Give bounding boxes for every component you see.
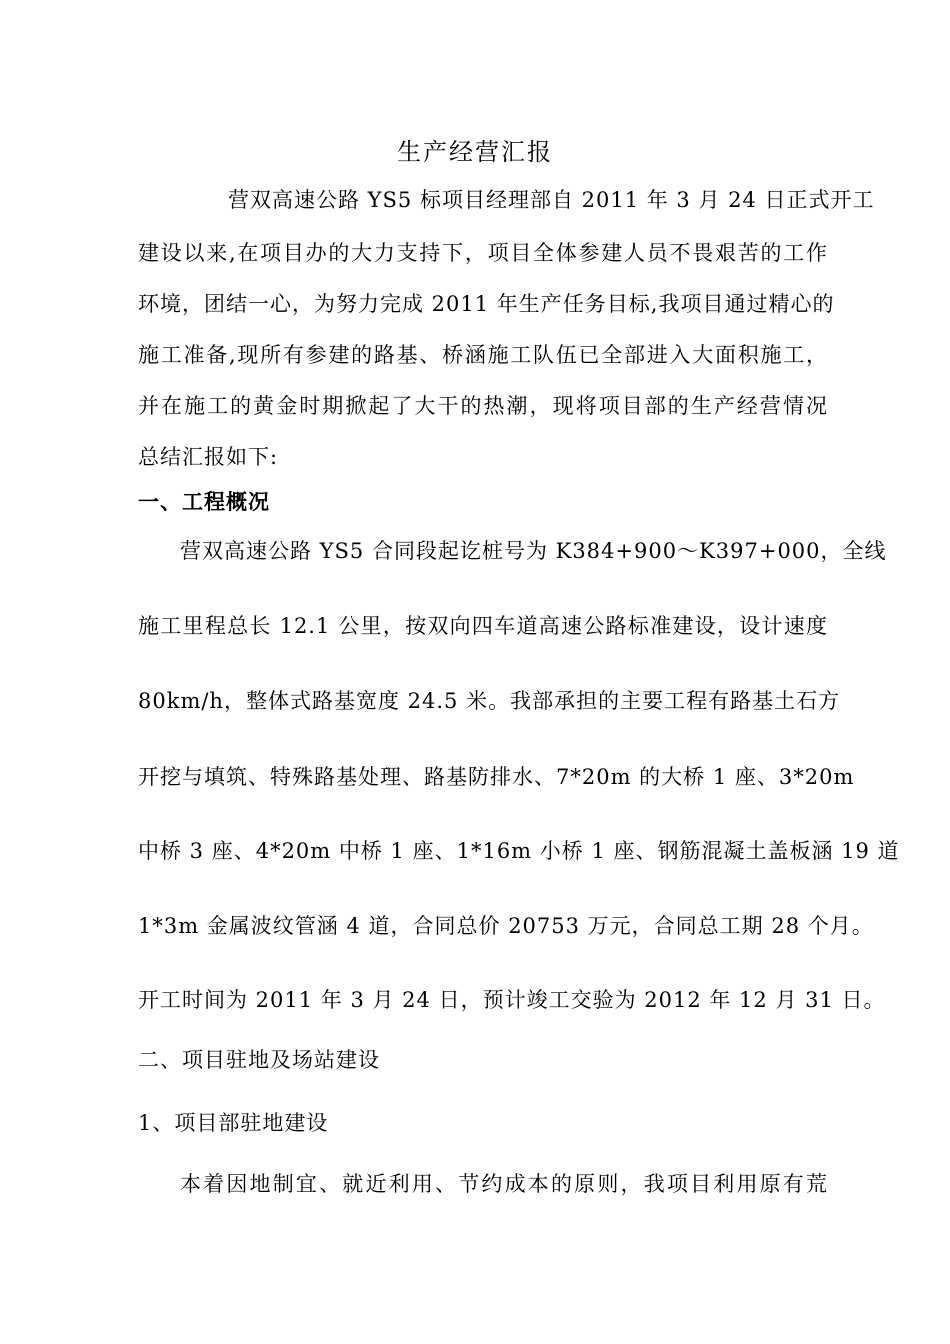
section-1-line-3: 80km/h，整体式路基宽度 24.5 米。我部承担的主要工程有路基土石方 bbox=[138, 689, 841, 713]
subsection-1-line-1: 本着因地制宜、就近利用、节约成本的原则，我项目利用原有荒 bbox=[180, 1172, 828, 1196]
section-1-line-7: 开工时间为 2011 年 3 月 24 日，预计竣工交验为 2012 年 12 月 31 日。 bbox=[138, 988, 886, 1012]
intro-line-3: 环境，团结一心，为努力完成 2011 年生产任务目标,我项目通过精心的 bbox=[138, 292, 835, 316]
section-2-heading: 二、项目驻地及场站建设 bbox=[138, 1048, 380, 1072]
section-1-line-2: 施工里程总长 12.1 公里，按双向四车道高速公路标准建设，设计速度 bbox=[138, 614, 828, 638]
section-1-line-6: 1*3m 金属波纹管涵 4 道，合同总价 20753 万元，合同总工期 28 个月。 bbox=[138, 914, 874, 938]
section-1-heading: 一、工程概况 bbox=[138, 490, 270, 514]
intro-line-2: 建设以来,在项目办的大力支持下，项目全体参建人员不畏艰苦的工作 bbox=[138, 241, 828, 265]
document-title: 生产经营汇报 bbox=[397, 138, 553, 166]
subsection-1-heading: 1、项目部驻地建设 bbox=[138, 1111, 329, 1135]
section-1-line-5: 中桥 3 座、4*20m 中桥 1 座、1*16m 小桥 1 座、钢筋混凝土盖板涵 19 道 bbox=[138, 839, 900, 863]
intro-line-4: 施工准备,现所有参建的路基、桥涵施工队伍已全部进入大面积施工， bbox=[138, 343, 828, 367]
intro-line-1: 营双高速公路 YS5 标项目经理部自 2011 年 3 月 24 日正式开工 bbox=[228, 188, 875, 212]
section-1-line-1: 营双高速公路 YS5 合同段起讫桩号为 K384+900～K397+000，全线 bbox=[180, 539, 887, 563]
intro-line-5: 并在施工的黄金时期掀起了大干的热潮，现将项目部的生产经营情况 bbox=[138, 394, 828, 418]
intro-line-6: 总结汇报如下: bbox=[138, 445, 279, 469]
section-1-line-4: 开挖与填筑、特殊路基处理、路基防排水、7*20m 的大桥 1 座、3*20m bbox=[138, 765, 855, 789]
